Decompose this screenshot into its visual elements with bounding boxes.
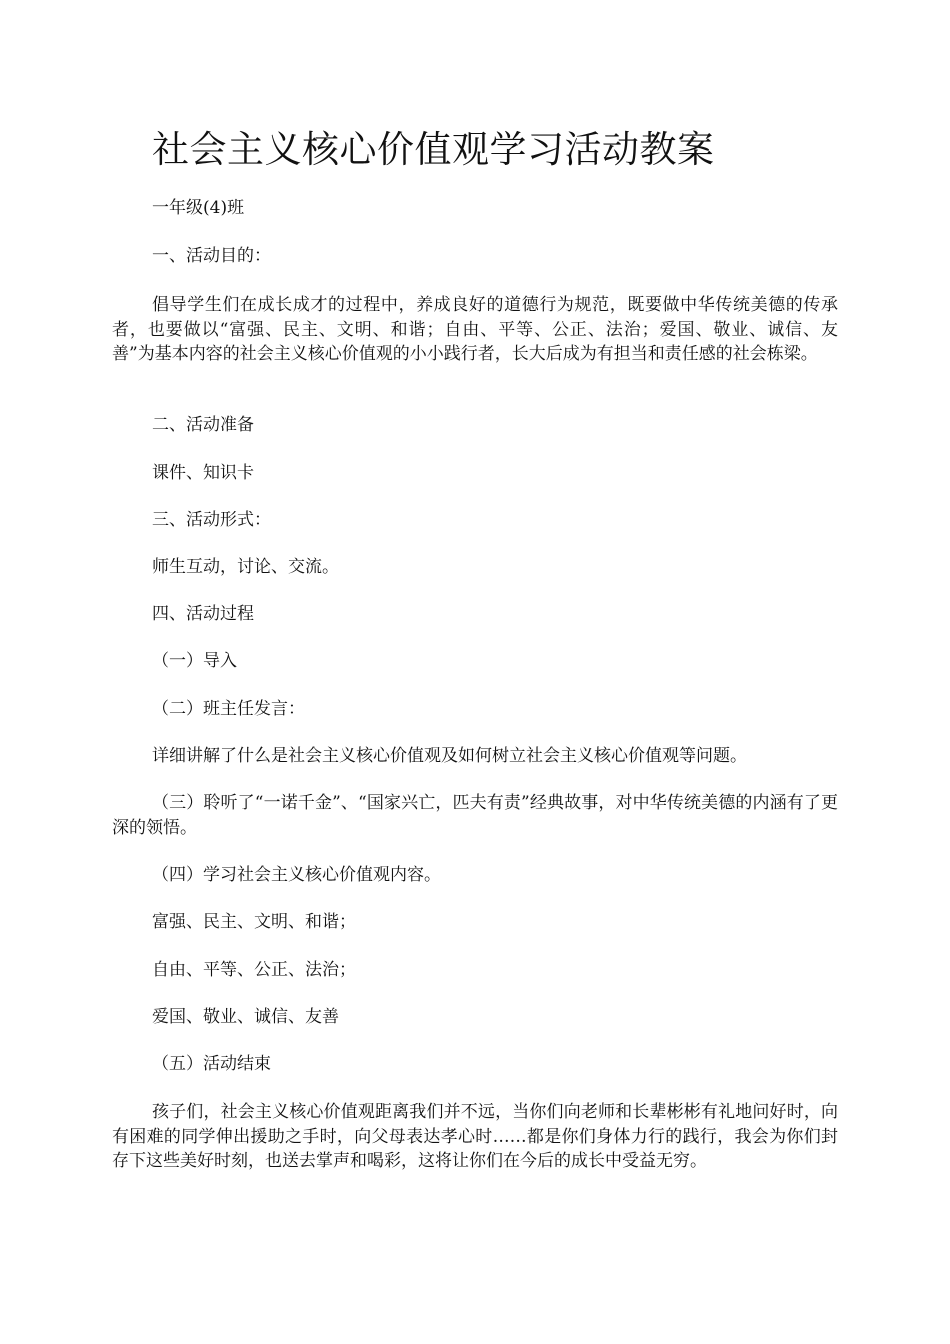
document-title: 社会主义核心价值观学习活动教案 xyxy=(152,128,715,171)
closing-paragraph: 孩子们，社会主义核心价值观距离我们并不远，当你们向老师和长辈彬彬有礼地问好时，向有困难的同学伸出援助之手时，向父母表达孝心时……都是你们身体力行的践行，我会为你们封存下这些美好时刻，也送去掌声和喝彩，这将让你们在今后的成长中受益无穷。 xyxy=(112,1102,838,1171)
section-preparation-heading: 二、活动准备 xyxy=(152,415,254,435)
values-line-personal: 爱国、敬业、诚信、友善 xyxy=(152,1007,339,1027)
step-teacher-speech-body: 详细讲解了什么是社会主义核心价值观及如何树立社会主义核心价值观等问题。 xyxy=(152,746,747,766)
step-teacher-speech: （二）班主任发言： xyxy=(152,699,305,719)
section-preparation-body: 课件、知识卡 xyxy=(152,463,254,483)
section-process-heading: 四、活动过程 xyxy=(152,604,254,624)
values-line-social: 自由、平等、公正、法治； xyxy=(152,960,356,980)
class-name: 一年级(4)班 xyxy=(152,198,245,218)
section-format-body: 师生互动，讨论、交流。 xyxy=(152,557,339,577)
step-conclusion: （五）活动结束 xyxy=(152,1054,271,1074)
section-purpose-body: 倡导学生们在成长成才的过程中，养成良好的道德行为规范，既要做中华传统美德的传承者，也要做以“富强、民主、文明、和谐；自由、平等、公正、法治；爱国、敬业、诚信、友善”为基本内容的社会主义核心价值观的小小践行者，长大后成为有担当和责任感的社会栋梁。 xyxy=(112,295,838,364)
step-stories: （三）聆听了“一诺千金”、“国家兴亡，匹夫有责”经典故事，对中华传统美德的内涵有了更深的领悟。 xyxy=(112,793,838,838)
step-intro: （一）导入 xyxy=(152,651,237,671)
section-format-heading: 三、活动形式： xyxy=(152,510,271,530)
step-learn-values: （四）学习社会主义核心价值观内容。 xyxy=(152,865,441,885)
section-purpose-heading: 一、活动目的： xyxy=(152,246,271,266)
values-line-national: 富强、民主、文明、和谐； xyxy=(152,912,356,932)
